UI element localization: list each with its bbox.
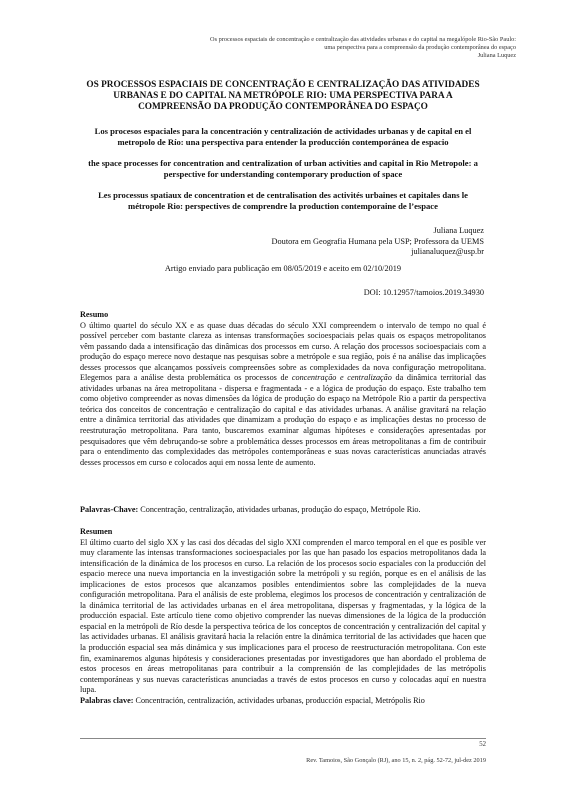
title-portuguese: OS PROCESSOS ESPACIAIS DE CONCENTRAÇÃO E CENTRALIZAÇÃO DAS ATIVIDADES URBANAS E DO CAPITAL NA METRÓPOLE RIO: UMA PERSPECTIVA PARA A COMPREENSÃO DA PRODUÇÃO CONTEMPORÂNEA DO ESPAÇO xyxy=(86,80,480,112)
doi[interactable]: DOI: 10.12957/tamoios.2019.34930 xyxy=(363,288,484,297)
keywords-spanish xyxy=(80,696,486,707)
keywords-portuguese xyxy=(80,505,486,516)
author-name: Juliana Luquez xyxy=(433,226,484,235)
abstract-spanish xyxy=(80,527,486,706)
keywords-text: Concentración, centralización, actividades urbanas, producción espacial, Metrópolis Rio xyxy=(135,695,425,705)
title-english: the space processes for concentration and centralization of urban activities and capital in Rio Metropole: a perspective for understanding contemporary production of space xyxy=(88,158,478,179)
keywords-label: Palabras clave: xyxy=(80,695,134,705)
journal-citation: Rev. Tamoios, São Gonçalo (RJ), ano 15, n. 2, pág. 52-72, jul-dez 2019 xyxy=(306,757,486,764)
running-head-line: Os processos espaciais de concentração e centralização das atividades urbanas e do capital na megalópole Rio-São Paulo: xyxy=(210,36,516,43)
abstract-heading: Resumo xyxy=(80,310,109,319)
page-number: 52 xyxy=(479,741,486,748)
author-email[interactable]: julianaluquez@usp.br xyxy=(411,247,484,257)
title-spanish: Los procesos espaciales para la concentración y centralización de actividades urbanas y de capital en el metropolo de Río: una perspectiva para entender la producción contemporánea de espacio xyxy=(94,126,472,147)
author-block xyxy=(184,226,484,258)
abstract-text: O último quartel do século XX e as quase duas décadas do século XXI compreendem o intervalo de tempo no qual é possível perceber com bastante clareza as intensas transformações socioespaciais pelas quais os espaços metropolitanos vêm passando dada a intensificação das dinâmicas dos processos em curso. A relação dos processos socioespaciais com a produção do espaço merece novo destaque nas pesquisas sobre a metrópole e sua região, pois é na análise das implicações desses processos que alcançamos possíveis compreensões sobre as complexidades da nova configuração metropolitana. Elegemos para a análise desta problemática os processos de xyxy=(80,320,486,383)
abstract-text: El último cuarto del siglo XX y las casi dos décadas del siglo XXI comprenden el marco temporal en el que es posible ver muy claramente las intensas transformaciones socioespaciales por las que han pasado los espacios metropolitanos dada la intensificación de la dinámica de los procesos en curso. La relación de los procesos socio espaciales con la producción del espacio merece una nueva importancia en la investigación sobre la metrópoli y su región, porque es en el análisis de las implicaciones de estos procesos que alcanzamos posibles entendimientos sobre las complejidades de la nueva configuración metropolitana. Para el análisis de este problema, elegimos los procesos de concentración y centralización de la dinámica territorial de las actividades urbanas en el área metropolitana, dispersas y fragmentadas, y la lógica de la producción espacial. Este artículo tiene como objetivo comprender las nuevas dimensiones de la lógica de la producción espacial en la metrópoli de Río desde la perspectiva teórica de los conceptos de concentración y centralización del capital y las actividades urbanas. El análisis gravitará hacia la relación entre la dinámica territorial de las actividades que hacen que la producción espacial sea más dinámica y sus implicaciones para el proceso de reestructuración metropolitana. Con este fin, examinaremos algunas hipótesis y consideraciones presentadas por investigadores que han abordado el problema de estos procesos en áreas metropolitanas para contribuir a la comprensión de las complejidades de las metrópolis contemporáneas y sus nuevas características anunciadas a través de estos procesos en curso y colocadas aquí en nuestra lupa. xyxy=(80,537,486,695)
abstract-portuguese xyxy=(80,310,486,468)
running-head-line: uma perspectiva para a compreensão da produção contemporânea do espaço xyxy=(324,44,516,52)
abstract-text: da dinâmica territorial das atividades urbanas na área metropolitana - dispersa e fragmentada - e a lógica de produção do espaço. Este trabalho tem como objetivo compreender as novas dimensões da lógica de produção do espaço na Metrópole Rio a partir da perspectiva teórica dos conceitos de concentração e centralização do capital e das atividades urbanas. A análise gravitará na relação entre a dinâmica territorial das atividades que dinamizam a produção do espaço e as implicações destas no processo de reestruturação metropolitana. Para tanto, buscaremos examinar algumas hipóteses e considerações apresentadas por pesquisadores que vêm debruçando-se sobre a problemática desses processos em áreas metropolitanas a fim de contribuir para o entendimento das complexidades das metrópoles contemporâneas e suas novas características anunciadas através desses processos em curso e colocados aqui em nossa lente de aumento. xyxy=(80,373,486,467)
keywords-text: Concentração, centralização, atividades urbanas, produção do espaço, Metrópole Rio. xyxy=(140,505,421,514)
abstract-heading: Resumen xyxy=(80,527,113,536)
title-french: Les processus spatiaux de concentration et de centralisation des activités urbaines et capitales dans le métropole Rio: perspectives de comprendre la production contemporaine de l’espace xyxy=(98,190,468,211)
submission-dates: Artigo enviado para publicação em 08/05/2019 e aceito em 02/10/2019 xyxy=(164,264,402,273)
keywords-label: Palavras-Chave: xyxy=(80,505,139,514)
footer-divider xyxy=(80,738,486,739)
author-affiliation: Doutora em Geografia Humana pela USP; Professora da UEMS xyxy=(271,236,484,246)
abstract-emphasis: concentração e centralização xyxy=(291,373,392,383)
running-head xyxy=(86,36,516,61)
running-head-author: Juliana Luquez xyxy=(477,52,516,60)
